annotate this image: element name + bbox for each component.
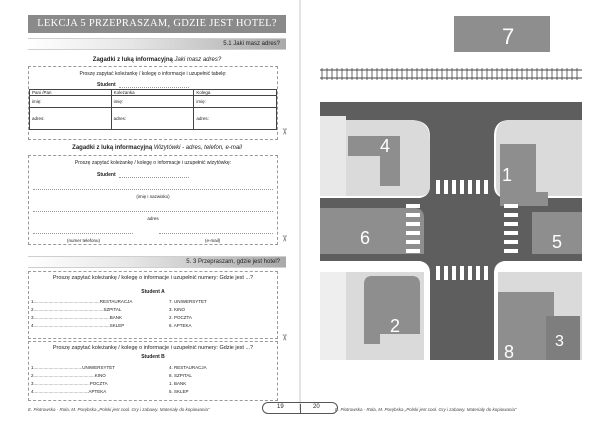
map-label-2: 2 <box>390 316 401 336</box>
zebra-stripe <box>406 240 420 244</box>
student-a-right-list <box>169 298 207 330</box>
exercise-title-bold: Zagadki z luką informacyjną <box>92 57 173 63</box>
zebra-stripe <box>452 180 456 194</box>
scissors-icon: ✂ <box>279 127 290 136</box>
section-bar-5-3 <box>28 256 286 268</box>
address-table-box <box>28 66 278 140</box>
address-caption: adres <box>147 216 159 221</box>
zebra-stripe <box>484 266 488 280</box>
table-cell[interactable]: imię: <box>111 96 194 108</box>
lot-top-left <box>320 116 346 196</box>
footer-credit-right: E. Piotrowska - Roła, M. Porębska „Polski jest cool. Gry i zabawy. Materiały do kopiowania" <box>335 407 517 412</box>
zebra-stripe <box>484 180 488 194</box>
section-title-5-3: 5. 3 Przepraszam, gdzie jest hotel? <box>186 259 280 265</box>
business-card-instruction: Proszę zapytać koleżankę / kolegę o informacje i uzupełnić wizytówkę: <box>74 160 232 166</box>
address-table <box>29 89 277 130</box>
railway-track <box>320 68 582 80</box>
email-caption: (e-mail) <box>205 238 221 243</box>
zebra-stripe <box>436 266 440 280</box>
table-cell[interactable]: adres: <box>194 108 277 130</box>
list-item: 4. RESTAURACJA <box>169 365 207 370</box>
list-item[interactable]: 1.....................................................RESTAURACJA <box>31 299 133 304</box>
zebra-stripe <box>476 180 480 194</box>
exercise-title-business-cards <box>28 145 286 151</box>
table-header-cell: Koleżanka <box>111 90 194 96</box>
zebra-stripe <box>468 180 472 194</box>
lesson-title: LEKCJA 5 PRZEPRASZAM, GDZIE JEST HOTEL? <box>28 15 286 33</box>
list-item: 6. APTEKA <box>169 323 192 328</box>
zebra-stripe <box>504 231 518 235</box>
student-label: Student <box>97 82 116 88</box>
section-title-5-1: 5.1 Jaki masz adres? <box>223 41 280 47</box>
zebra-stripe <box>460 180 464 194</box>
student-a-label: Student A <box>141 289 165 295</box>
lot-bottom-left <box>320 272 346 360</box>
zebra-stripe <box>476 266 480 280</box>
table-cell[interactable]: imię: <box>194 96 277 108</box>
list-item: 8. SZPITAL <box>169 373 192 378</box>
business-card-box <box>28 155 278 245</box>
address-line[interactable] <box>33 211 273 212</box>
footer-credit-left: E. Piotrowska - Roła, M. Porębska „Polski jest cool. Gry i zabawy. Materiały do kopiowania" <box>28 407 210 412</box>
student-a-instruction: Proszę zapytać koleżankę / kolegę o informacje i uzupełnić numery: Gdzie jest ...? <box>52 275 254 281</box>
list-item[interactable]: 2........................................................SZPITAL <box>31 307 122 312</box>
city-map <box>320 16 582 376</box>
table-cell[interactable]: imię: <box>30 96 112 108</box>
zebra-stripe <box>452 266 456 280</box>
page-number-pill <box>262 402 338 414</box>
zebra-stripe <box>504 249 518 253</box>
student-a-box <box>28 271 278 339</box>
student-b-label: Student B <box>141 354 165 360</box>
zebra-stripe <box>504 240 518 244</box>
map-label-5: 5 <box>552 232 563 252</box>
table-row <box>30 96 277 108</box>
exercise-title-italic: Jaki masz adres? <box>174 57 222 63</box>
list-item[interactable]: 3.............................................................BANK <box>31 315 123 320</box>
table-cell[interactable]: adres: <box>30 108 112 130</box>
table-cell[interactable]: adres: <box>111 108 194 130</box>
section-bar-5-1 <box>28 38 286 50</box>
map-label-4: 4 <box>380 136 391 156</box>
map-label-6: 6 <box>360 228 371 248</box>
phone-line[interactable] <box>33 233 133 234</box>
email-line[interactable] <box>159 233 273 234</box>
list-item: 3. KINO <box>169 307 186 312</box>
student-name-line <box>119 177 189 178</box>
list-item[interactable]: 4.............................................................SKLEP <box>31 323 125 328</box>
zebra-stripe <box>504 213 518 217</box>
student-b-box <box>28 341 278 401</box>
map-label-1: 1 <box>502 165 513 185</box>
student-b-instruction: Proszę zapytać koleżankę / kolegę o informacje i uzupełnić numery: Gdzie jest ...? <box>52 345 254 351</box>
student-a-left-list <box>31 298 132 330</box>
pill-divider <box>300 404 301 413</box>
list-item[interactable]: 2.................................................KINO <box>31 373 106 378</box>
zebra-stripe <box>460 266 464 280</box>
zebra-stripe <box>468 266 472 280</box>
zebra-stripe <box>436 180 440 194</box>
list-item: 2. POCZTA <box>169 315 192 320</box>
student-name-line <box>119 87 189 88</box>
list-item[interactable]: 4............................................APTEKA <box>31 389 107 394</box>
scissors-icon: ✂ <box>279 234 290 243</box>
table-row <box>30 108 277 130</box>
list-item: 5. SKLEP <box>169 389 189 394</box>
zebra-stripe <box>406 231 420 235</box>
zebra-stripe <box>444 266 448 280</box>
scissors-icon: ✂ <box>279 333 290 342</box>
table-header-cell: Pani /Pan <box>30 90 112 96</box>
student-label: Student <box>97 172 116 178</box>
list-item: 7. UNIWERSYTET <box>169 299 207 304</box>
zebra-stripe <box>444 180 448 194</box>
address-instruction: Proszę zapytać koleżankę / kolegę o informacje i uzupełnić tabelę: <box>79 71 227 77</box>
exercise-title-bold: Zagadki z luką informacyjną <box>72 145 153 151</box>
zebra-stripe <box>504 204 518 208</box>
zebra-stripe <box>406 249 420 253</box>
phone-caption: (numer telefonu) <box>67 238 101 243</box>
zebra-stripe <box>504 222 518 226</box>
map-label-3: 3 <box>555 333 564 350</box>
exercise-title-address <box>28 57 286 63</box>
list-item: 1. BANK <box>169 381 187 386</box>
zebra-stripe <box>406 204 420 208</box>
list-item[interactable]: 1.......................................UNIWERSYTET <box>31 365 116 370</box>
page-number-right: 20 <box>313 404 320 410</box>
map-label-8: 8 <box>504 342 515 362</box>
student-b-right-list <box>169 364 207 396</box>
exercise-title-italic: Wizytówki - adres, telefon, e-mail <box>153 145 242 151</box>
zebra-stripe <box>406 222 420 226</box>
map-label-7: 7 <box>502 24 515 49</box>
table-header-cell: Kolega <box>194 90 277 96</box>
page-number-left: 19 <box>277 404 284 410</box>
list-item[interactable]: 3.............................................POCZTA <box>31 381 108 386</box>
name-line[interactable] <box>33 189 273 190</box>
zebra-stripe <box>406 213 420 217</box>
name-caption: (imię i nazwisko) <box>136 194 170 199</box>
student-b-left-list <box>31 364 115 396</box>
